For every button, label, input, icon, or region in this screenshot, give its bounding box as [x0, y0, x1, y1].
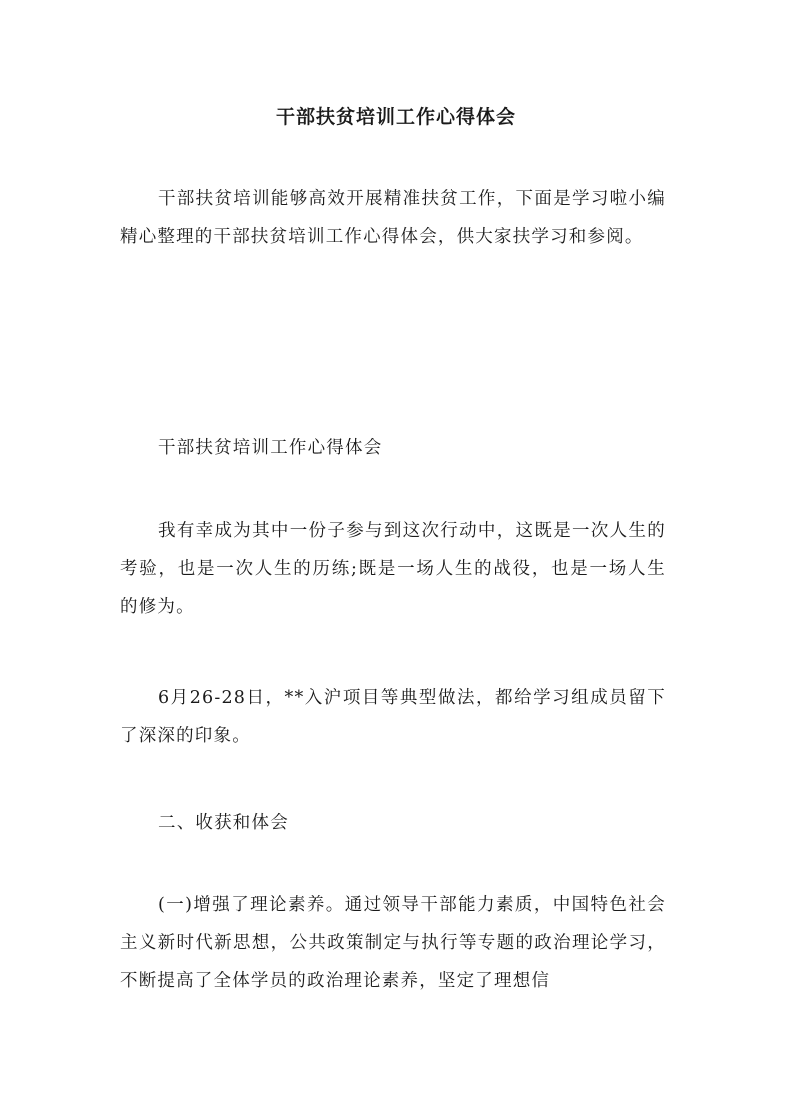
section-heading: 二、收获和体会 [158, 813, 289, 833]
body-paragraph: (一)增强了理论素养。通过领导干部能力素质，中国特色社会主义新时代新思想，公共政策制定与执行等专题的政治理论学习，不断提高了全体学员的政治理论素养，坚定了理想信 [120, 895, 666, 991]
document-title: 干部扶贫培训工作心得体会 [275, 106, 516, 128]
intro-paragraph: 干部扶贫培训能够高效开展精准扶贫工作，下面是学习啦小编精心整理的干部扶贫培训工作心得体会，供大家扶学习和参阅。 [120, 189, 666, 247]
body-paragraph: 6月26-28日，**入沪项目等典型做法，都给学习组成员留下了深深的印象。 [120, 688, 666, 746]
body-paragraph: 我有幸成为其中一份子参与到这次行动中，这既是一次人生的考验，也是一次人生的历练;既是一场人生的战役，也是一场人生的修为。 [120, 521, 666, 617]
section-heading: 干部扶贫培训工作心得体会 [158, 438, 383, 458]
